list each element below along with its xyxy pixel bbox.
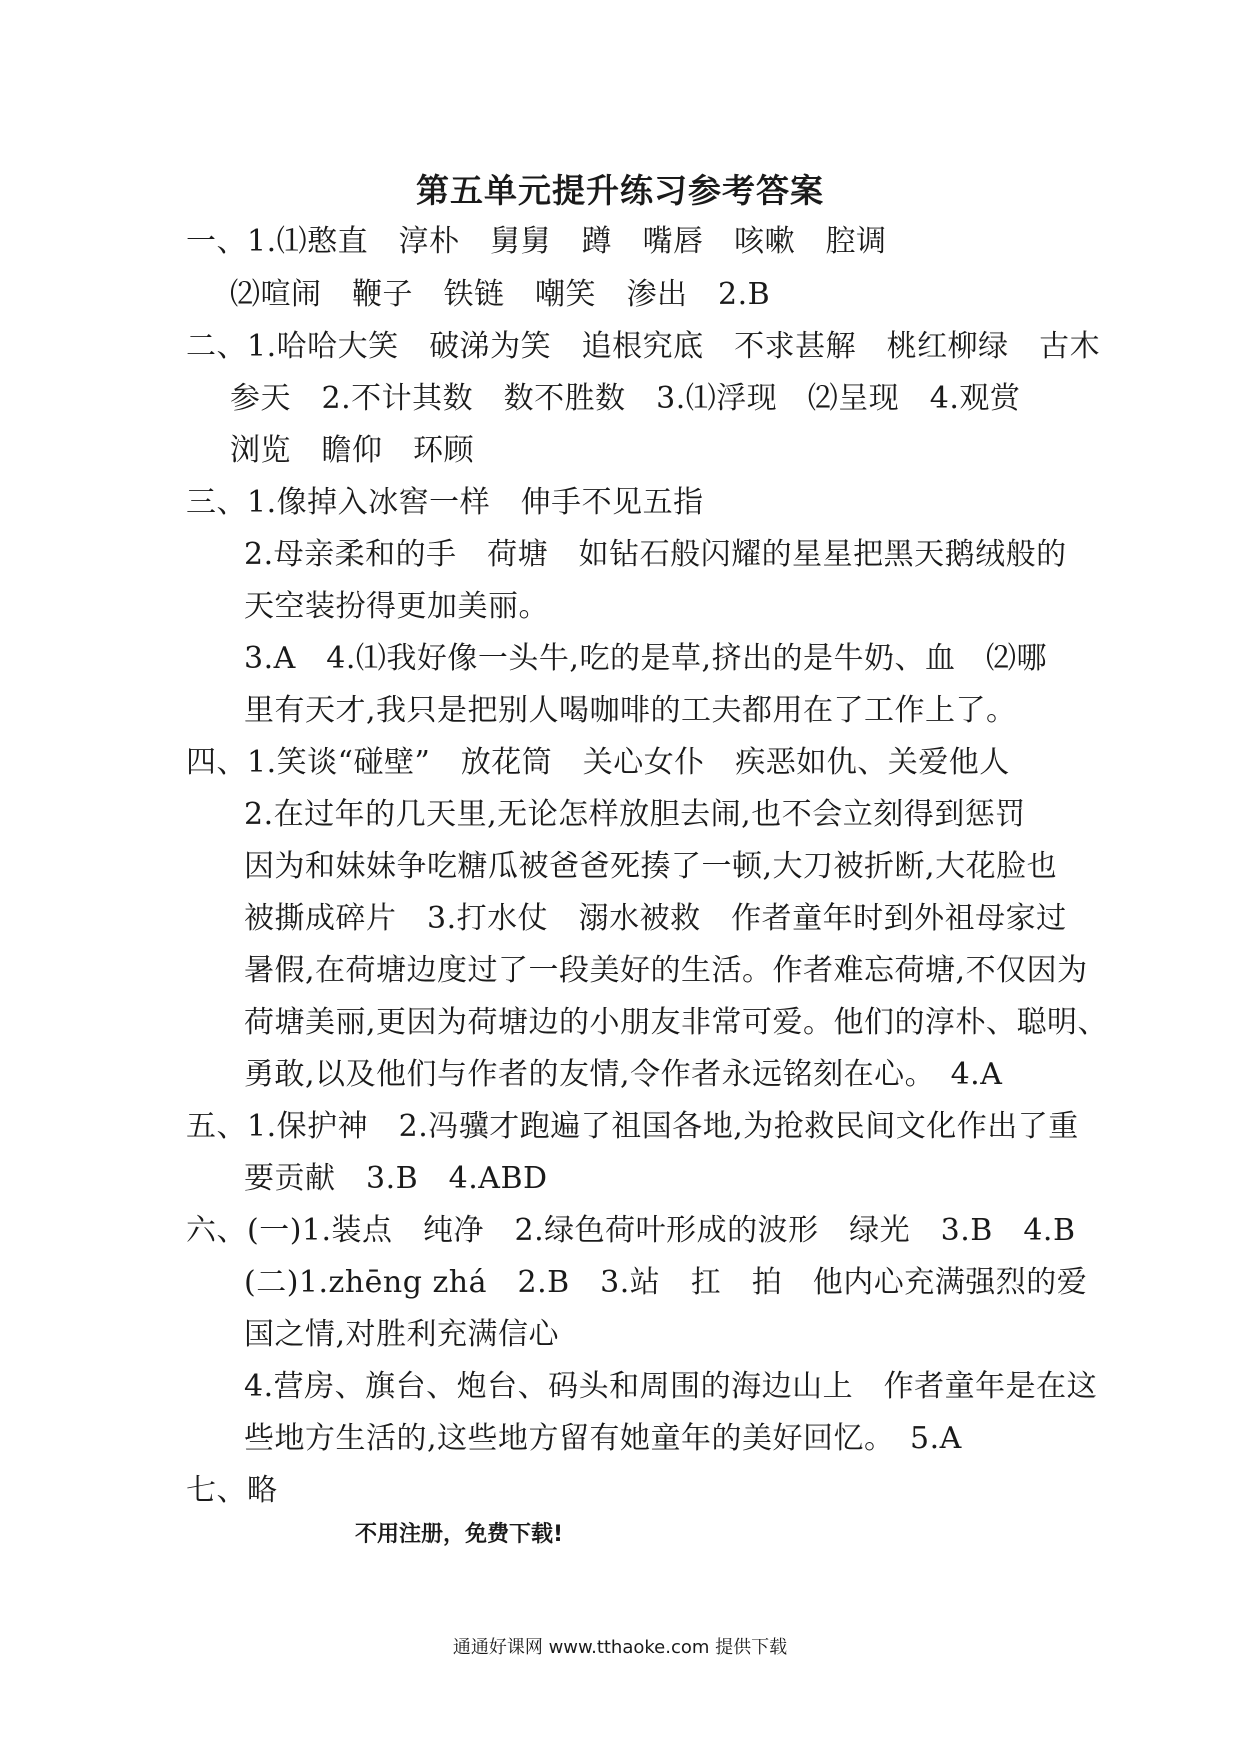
answer-line: 四、1.笑谈“碰壁” 放花筒 关心女仆 疾恶如仇、关爱他人 [186,745,1010,780]
footer-source: 通通好课网 www.tthaoke.com 提供下载 [452,1637,788,1658]
answer-line: 暑假,在荷塘边度过了一段美好的生活。作者难忘荷塘,不仅因为 [244,953,1088,988]
answer-line: 4.营房、旗台、炮台、码头和周围的海边山上 作者童年是在这 [244,1369,1098,1404]
page-title: 第五单元提升练习参考答案 [416,171,824,210]
answer-line: ⑵喧闹 鞭子 铁链 嘲笑 渗出 2.B [230,277,771,312]
answer-line: (二)1.zhēng zhá 2.B 3.站 扛 拍 他内心充满强烈的爱 [244,1265,1088,1300]
answer-line: 2.在过年的几天里,无论怎样放胆去闹,也不会立刻得到惩罚 [244,797,1026,832]
answer-line: 三、1.像掉入冰窖一样 伸手不见五指 [186,485,704,520]
answer-line: 被撕成碎片 3.打水仗 溺水被救 作者童年时到外祖母家过 [244,901,1067,936]
answer-line: 里有天才,我只是把别人喝咖啡的工夫都用在了工作上了。 [244,693,1017,728]
answer-line: 荷塘美丽,更因为荷塘边的小朋友非常可爱。他们的淳朴、聪明、 [244,1005,1109,1040]
answer-line: 要贡献 3.B 4.ABD [244,1161,548,1196]
answer-line: 五、1.保护神 2.冯骥才跑遍了祖国各地,为抢救民间文化作出了重 [186,1109,1079,1144]
answer-line: 一、1.⑴憨直 淳朴 舅舅 蹲 嘴唇 咳嗽 腔调 [186,224,887,259]
answer-line: 些地方生活的,这些地方留有她童年的美好回忆。 5.A [244,1421,962,1456]
answer-line: 3.A 4.⑴我好像一头牛,吃的是草,挤出的是牛奶、血 ⑵哪 [244,641,1047,676]
answer-line: 七、略 [186,1473,278,1508]
answer-line: 因为和妹妹争吃糖瓜被爸爸死揍了一顿,大刀被折断,大花脸也 [244,849,1058,884]
answer-line: 2.母亲柔和的手 荷塘 如钻石般闪耀的星星把黑天鹅绒般的 [244,537,1067,572]
answer-line: 二、1.哈哈大笑 破涕为笑 追根究底 不求甚解 桃红柳绿 古木 [186,329,1101,364]
answer-line: 六、(一)1.装点 纯净 2.绿色荷叶形成的波形 绿光 3.B 4.B [186,1213,1076,1248]
answer-line: 浏览 瞻仰 环顾 [230,433,474,468]
answer-line: 国之情,对胜利充满信心 [244,1317,560,1352]
answer-line: 天空装扮得更加美丽。 [244,589,549,624]
answer-line: 参天 2.不计其数 数不胜数 3.⑴浮现 ⑵呈现 4.观赏 [230,381,1021,416]
answer-line: 勇敢,以及他们与作者的友情,令作者永远铭刻在心。 4.A [244,1057,1003,1092]
free-download-note: 不用注册，免费下载! [355,1522,564,1547]
